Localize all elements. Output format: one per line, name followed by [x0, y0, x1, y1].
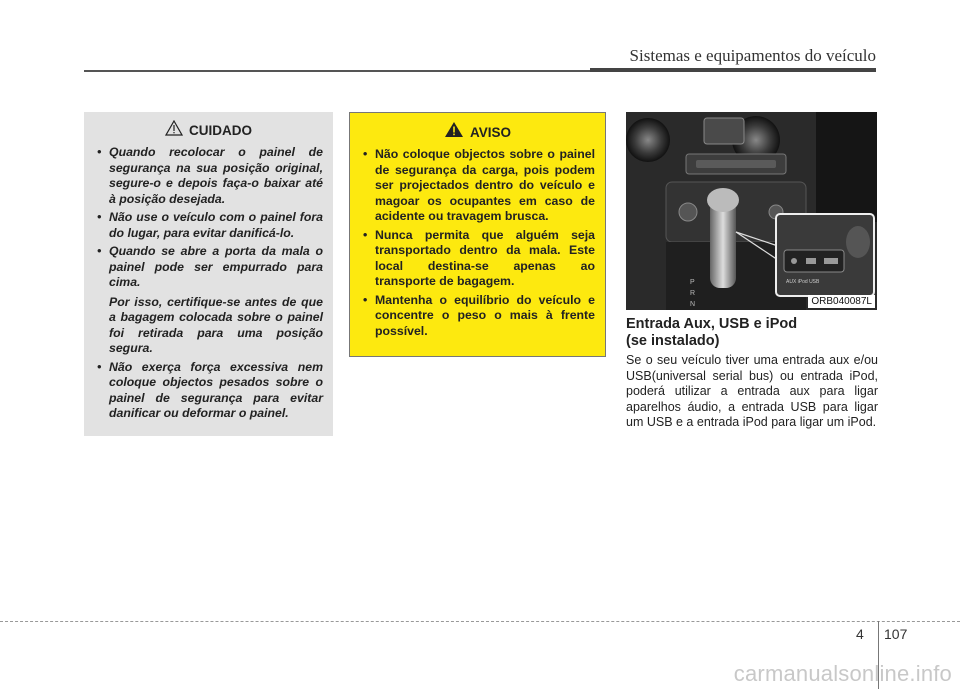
warning-box	[349, 112, 606, 357]
caution-box	[84, 112, 333, 436]
gear-letter: R	[690, 290, 696, 297]
caution-item: • Não use o veículo com o painel fora do lugar, para evitar danificá-lo.	[94, 210, 323, 241]
page-number: 107	[884, 626, 908, 642]
footer-rule	[0, 621, 960, 622]
caution-item: • Não exerça força excessiva nem coloque objectos pesados sobre o painel de segurança para evitar danificar ou deformar o painel.	[94, 360, 323, 422]
warning-title: AVISO	[469, 124, 511, 140]
caution-header	[94, 120, 323, 141]
header-title: Sistemas e equipamentos do veículo	[629, 46, 876, 65]
warning-item: • Não coloque objectos sobre o painel de segurança da carga, pois podem ser projectados dentro do veículo e magoar os ocupantes em caso de acidente ou travagem brusca.	[360, 147, 595, 225]
watermark: carmanualsonline.info	[733, 661, 952, 686]
chapter-number: 4	[856, 626, 864, 642]
caution-item: • Quando se abre a porta da mala o painel pode ser empurrado para cima.	[94, 244, 323, 291]
gear-letter: N	[690, 301, 696, 308]
gear-letter: P	[690, 279, 695, 286]
console-illustration	[626, 112, 877, 310]
caution-sub-paragraph: Por isso, certifique-se antes de que a bagagem colocada sobre o painel foi retirada para uma posição segura.	[109, 294, 323, 355]
warning-item: • Mantenha o equilíbrio do veículo e concentre o peso o mais à frente possível.	[360, 293, 595, 340]
section-heading-line: Entrada Aux, USB e iPod	[626, 316, 798, 332]
caution-title: CUIDADO	[189, 123, 252, 138]
port-label: AUX iPod USB	[786, 279, 820, 285]
section-heading-line: (se instalado)	[626, 333, 720, 349]
header-rule-accent	[590, 68, 876, 72]
console-photo	[626, 112, 877, 310]
section-heading	[626, 316, 878, 350]
photo-caption: ORB040087L	[808, 295, 875, 308]
warning-item: • Nunca permita que alguém seja transportado dentro da mala. Este local destina-se apenas ao transporte de bagagem.	[360, 228, 595, 290]
warning-header	[360, 121, 595, 143]
warning-triangle-icon	[444, 121, 464, 143]
caution-item: • Quando recolocar o painel de segurança na sua posição original, segure-o e depois faça-o baixar até à posição desejada.	[94, 145, 323, 207]
caution-triangle-icon	[165, 120, 183, 141]
section-body: Se o seu veículo tiver uma entrada aux e/ou USB(universal serial bus) ou entrada iPod, poderá utilizar a entrada aux para ligar aparelhos áudio, a entrada USB para ligar um USB e a entrada iPod para ligar um iPod.	[626, 353, 878, 429]
